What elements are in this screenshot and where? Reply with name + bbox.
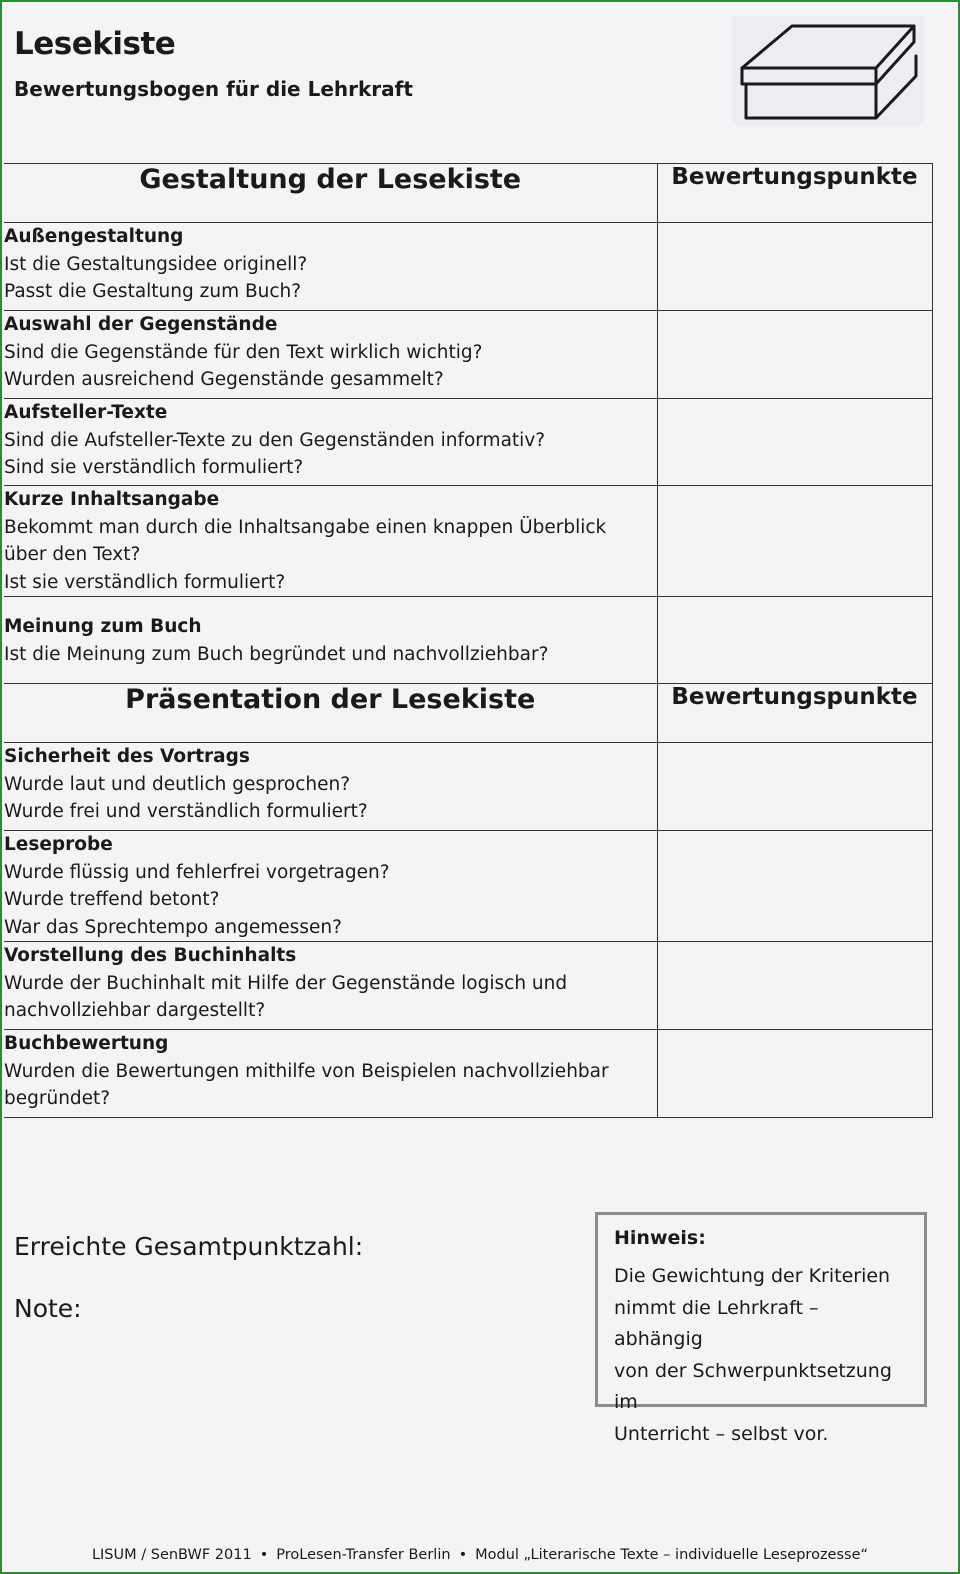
criterion-cell [4,1030,657,1118]
criterion-question: War das Sprechtempo angemessen? [4,916,342,938]
criterion-title: Sicherheit des Vortrags [4,746,250,767]
criterion-title: Kurze Inhaltsangabe [4,489,220,510]
criterion-title: Meinung zum Buch [4,616,202,637]
table-row [4,942,932,1030]
footer-separator: • [259,1547,269,1563]
criterion-question: Sind die Aufsteller-Texte zu den Gegenständen informativ? [4,429,546,451]
points-cell[interactable] [657,1030,932,1118]
criterion-title: Aufsteller-Texte [4,402,168,423]
note-box [595,1212,927,1445]
criterion-cell [4,942,657,1030]
section-heading-presentation: Präsentation der Lesekiste [4,684,657,743]
criterion-cell [4,223,657,311]
box-sketch-icon [732,16,924,126]
table-row [4,311,932,399]
criterion-question: Wurde frei und verständlich formuliert? [4,801,368,822]
footer-module: Modul „Literarische Texte – individuelle Leseprozesse“ [475,1547,869,1563]
note-text [614,1261,910,1450]
note-line: Unterricht – selbst vor. [614,1422,829,1445]
points-cell[interactable] [657,486,932,597]
criterion-question: Sind die Gegenstände für den Text wirklich wichtig? [4,341,483,363]
criterion-question: über den Text? [4,544,141,565]
criterion-question: Wurden ausreichend Gegenstände gesammelt? [4,369,444,390]
note-line: nimmt die Lehrkraft – abhängig [614,1296,819,1350]
table-header-row [4,164,932,223]
criterion-cell [4,486,657,597]
footer-separator: • [458,1547,468,1563]
criterion-cell [4,831,657,942]
criterion-question: Passt die Gestaltung zum Buch? [4,281,302,302]
note-line: Die Gewichtung der Kriterien [614,1265,891,1287]
points-cell[interactable] [657,399,932,486]
criterion-cell [4,399,657,486]
table-row [4,399,932,486]
points-cell[interactable] [657,223,932,311]
table-row [4,1030,932,1118]
points-cell[interactable] [657,831,932,942]
criterion-question: Ist die Meinung zum Buch begründet und nachvollziehbar? [4,643,549,665]
points-column-heading: Bewertungspunkte [657,684,932,743]
note-title: Hinweis: [614,1227,706,1249]
criterion-question: nachvollziehbar dargestellt? [4,1000,266,1021]
table-row [4,486,932,597]
criterion-question: Ist sie verständlich formuliert? [4,571,286,593]
table-row [4,223,932,311]
criterion-question: Wurde laut und deutlich gesprochen? [4,773,351,795]
points-cell[interactable] [657,942,932,1030]
criterion-question: Bekommt man durch die Inhaltsangabe einen knappen Überblick [4,516,607,538]
points-cell[interactable] [657,597,932,684]
criterion-title: Leseprobe [4,834,113,855]
criterion-title: Auswahl der Gegenstände [4,314,278,335]
table-header-row [4,684,932,743]
criterion-title: Buchbewertung [4,1033,169,1054]
footer-publisher: LISUM / SenBWF 2011 [91,1547,252,1563]
criterion-question: Wurde der Buchinhalt mit Hilfe der Gegenstände logisch und [4,972,568,994]
criterion-question: Ist die Gestaltungsidee originell? [4,253,308,275]
criterion-cell [4,311,657,399]
criterion-cell [4,743,657,831]
criterion-title: Vorstellung des Buchinhalts [4,945,297,966]
criterion-question: Wurde flüssig und fehlerfrei vorgetragen? [4,861,390,883]
criterion-cell [4,597,657,684]
criterion-question: begründet? [4,1088,111,1109]
criterion-title: Außengestaltung [4,226,184,247]
criterion-question: Wurden die Bewertungen mithilfe von Beispielen nachvollziehbar [4,1060,609,1082]
footer-program: ProLesen-Transfer Berlin [276,1547,451,1563]
points-cell[interactable] [657,311,932,399]
table-row [4,597,932,684]
total-points-label: Erreichte Gesamtpunktzahl: [14,1232,364,1261]
criteria-table-design [4,163,933,1118]
table-row [4,831,932,942]
page-title: Lesekiste [14,26,176,62]
criterion-question: Wurde treffend betont? [4,889,220,910]
points-cell[interactable] [657,743,932,831]
points-column-heading: Bewertungspunkte [657,164,932,223]
criterion-question: Sind sie verständlich formuliert? [4,457,304,478]
page-footer [0,1547,960,1563]
note-line: von der Schwerpunktsetzung im [614,1359,892,1413]
grade-label: Note: [14,1294,82,1323]
table-row [4,743,932,831]
section-heading-design: Gestaltung der Lesekiste [4,164,657,223]
page-subtitle: Bewertungsbogen für die Lehrkraft [14,77,413,101]
